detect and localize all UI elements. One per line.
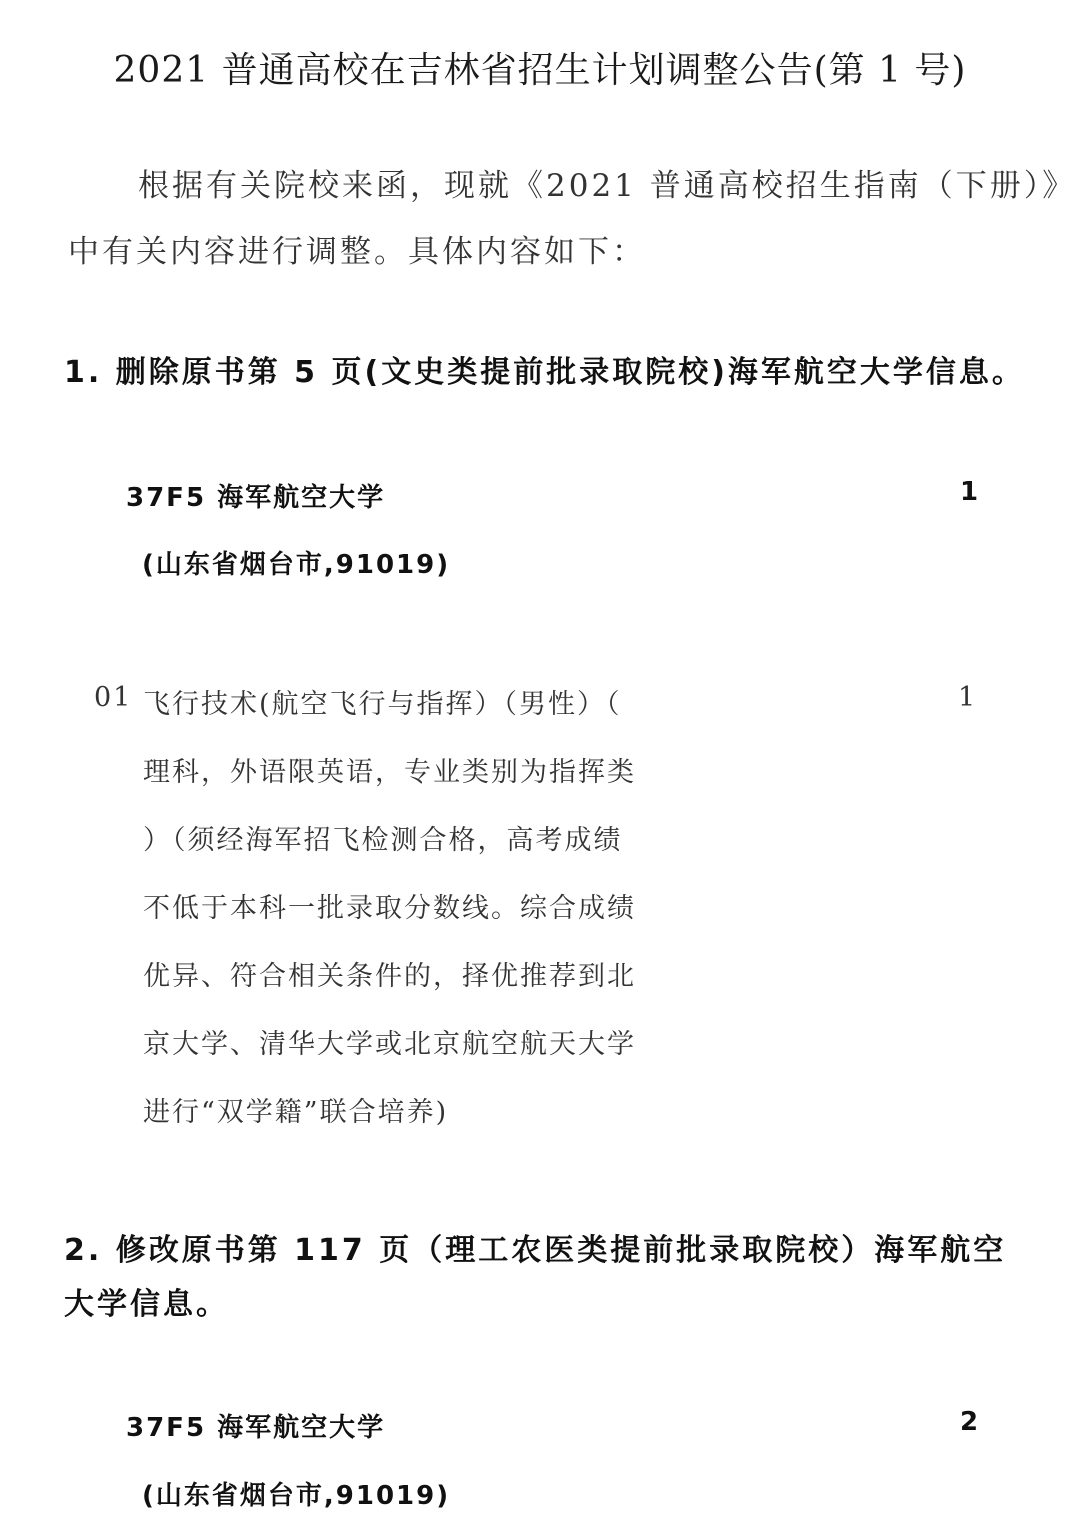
major-code: 01 (94, 682, 133, 713)
section-2-university-location: (山东省烟台市,91019) (142, 1481, 451, 1511)
major-desc-line: 优异、符合相关条件的，择优推荐到北 (143, 961, 636, 992)
section-1-university-count: 1 (960, 477, 979, 507)
major-desc-line: 进行“双学籍”联合培养) (143, 1097, 449, 1128)
section-2-heading-line-1: 2. 修改原书第 117 页（理工农医类提前批录取院校）海军航空 (64, 1233, 1007, 1268)
section-1-heading: 1. 删除原书第 5 页(文史类提前批录取院校)海军航空大学信息。 (64, 355, 1025, 390)
major-count: 1 (958, 682, 978, 713)
section-1-university-location: (山东省烟台市,91019) (142, 550, 451, 580)
section-1-university-name: 37F5 海军航空大学 (126, 483, 386, 513)
intro-line-2: 中有关内容进行调整。具体内容如下： (68, 234, 646, 270)
section-2-heading-line-2: 大学信息。 (64, 1287, 229, 1322)
section-2-university-count: 2 (960, 1407, 979, 1437)
major-desc-line: 理科，外语限英语，专业类别为指挥类 (143, 757, 636, 788)
major-desc-line: ）（须经海军招飞检测合格，高考成绩 (143, 825, 623, 856)
intro-line-1: 根据有关院校来函，现就《2021 普通高校招生指南（下册）》 (138, 168, 1077, 204)
page-title: 2021 普通高校在吉林省招生计划调整公告(第 1 号) (113, 50, 967, 91)
major-desc-line: 飞行技术(航空飞行与指挥）（男性）（ (143, 689, 622, 720)
major-desc-line: 京大学、清华大学或北京航空航天大学 (143, 1029, 636, 1060)
section-2-university-name: 37F5 海军航空大学 (126, 1413, 386, 1443)
major-desc-line: 不低于本科一批录取分数线。综合成绩 (143, 893, 636, 924)
